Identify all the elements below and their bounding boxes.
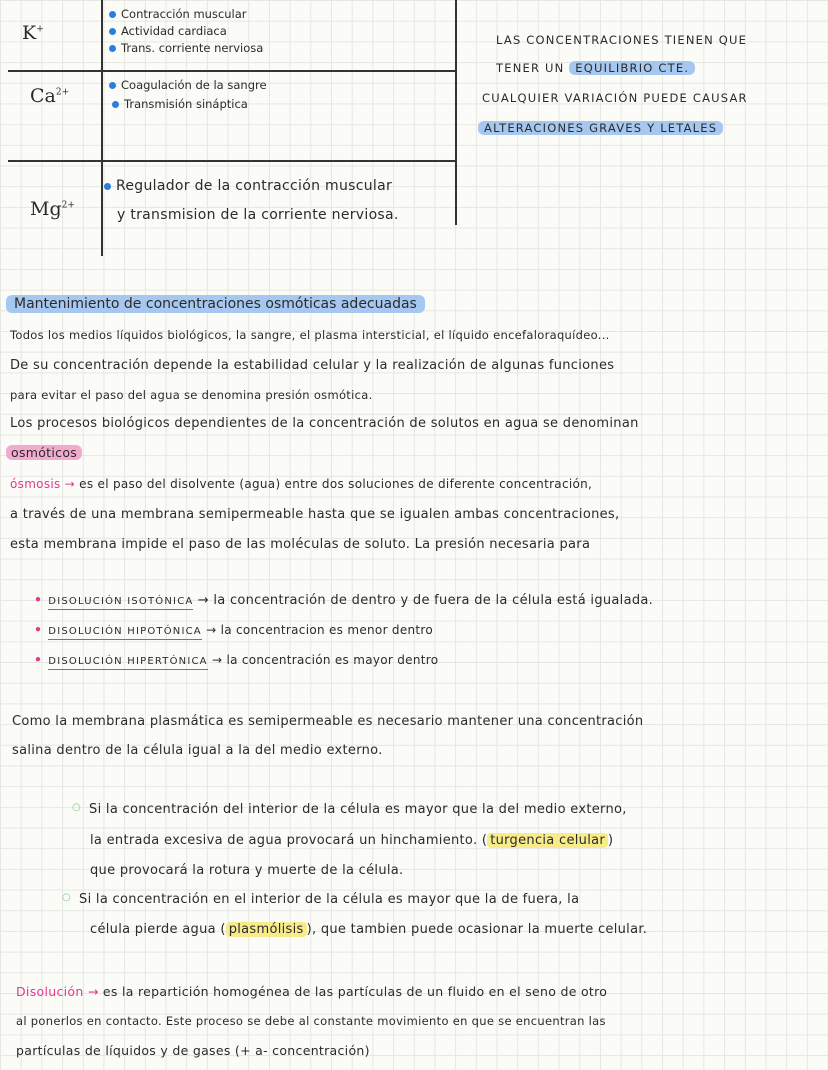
- note-line-4: [478, 121, 723, 135]
- disolucion-term: Disolución →: [16, 984, 99, 999]
- ca-function-1: Coagulación de la sangre: [109, 78, 267, 92]
- osmoticos-label: osmóticos: [6, 445, 82, 460]
- k-function-2: Actividad cardiaca: [109, 24, 227, 38]
- table-right-line: [455, 0, 457, 225]
- ion-k: K+: [22, 22, 44, 44]
- case-1-line-3: que provocará la rotura y muerte de la célula.: [90, 863, 404, 878]
- mg-function-line-2: y transmision de la corriente nerviosa.: [117, 207, 399, 223]
- table-divider-1: [8, 70, 457, 72]
- solution-isotonica: • DISOLUCIÓN ISOTÓNICA → la concentración de dentro y de fuera de la célula está igualada.: [34, 592, 654, 608]
- para1-line-1: Todos los medios líquidos biológicos, la sangre, el plasma intersticial, el líquido encefaloraquídeo...: [10, 328, 610, 342]
- bullet-icon: [109, 82, 116, 89]
- green-bullet-icon: ○: [62, 892, 72, 903]
- bullet-icon: [109, 11, 116, 18]
- note-line-3: CUALQUIER VARIACIÓN PUEDE CAUSAR: [482, 91, 748, 105]
- membrane-line-2: salina dentro de la célula igual a la del medio externo.: [12, 743, 383, 758]
- para1-line-3: para evitar el paso del agua se denomina presión osmótica.: [10, 388, 373, 402]
- disolucion-line-3: partículas de líquidos y de gases (+ a- concentración): [16, 1043, 370, 1058]
- note-line-2: TENER UN EQUILIBRIO CTE.: [496, 61, 695, 75]
- k-function-1: Contracción muscular: [109, 7, 247, 21]
- ca-function-2: Transmisión sináptica: [112, 97, 248, 111]
- table-divider-2: [8, 160, 457, 162]
- section-heading: Mantenimiento de concentraciones osmóticas adecuadas: [6, 296, 425, 312]
- pink-bullet-icon: •: [34, 652, 43, 667]
- osmosis-line-1: ósmosis → es el paso del disolvente (agua) entre dos soluciones de diferente concentración,: [10, 477, 593, 491]
- membrane-line-1: Como la membrana plasmática es semipermeable es necesario mantener una concentración: [12, 714, 644, 729]
- solution-hipotonica: • DISOLUCIÓN HIPOTÓNICA → la concentracion es menor dentro: [34, 622, 433, 637]
- highlight-turgencia: turgencia celular: [487, 833, 608, 848]
- bullet-icon: [112, 101, 119, 108]
- table-vertical-line: [101, 0, 103, 256]
- osmosis-line-2: a través de una membrana semipermeable hasta que se igualen ambas concentraciones,: [10, 507, 620, 522]
- pink-bullet-icon: •: [34, 592, 43, 607]
- bullet-icon: [109, 28, 116, 35]
- ion-mg: $Mg^{2+}$: [30, 198, 75, 220]
- para1-line-2: De su concentración depende la estabilidad celular y la realización de algunas funciones: [10, 358, 615, 373]
- note-highlight-equilibrio: EQUILIBRIO CTE.: [569, 61, 695, 75]
- pink-bullet-icon: •: [34, 622, 43, 637]
- case-1-line-2: la entrada excesiva de agua provocará un hinchamiento. ( turgencia celular ): [90, 833, 614, 848]
- note-line-1: LAS CONCENTRACIONES TIENEN QUE: [496, 33, 748, 47]
- osmosis-line-3: esta membrana impide el paso de las moléculas de soluto. La presión necesaria para: [10, 537, 591, 552]
- solution-hipertonica: • DISOLUCIÓN HIPERTÓNICA → la concentración es mayor dentro: [34, 652, 438, 667]
- case-2-line-2: célula pierde agua ( plasmólisis ), que tambien puede ocasionar la muerte celular.: [90, 922, 648, 937]
- disolucion-line-2: al ponerlos en contacto. Este proceso se debe al constante movimiento en que se encuentran las: [16, 1014, 606, 1028]
- bullet-icon: [109, 45, 116, 52]
- case-2-line-1: ○ Si la concentración en el interior de la célula es mayor que la de fuera, la: [62, 892, 580, 907]
- green-bullet-icon: ○: [72, 802, 82, 813]
- mg-function-line-1: Regulador de la contracción muscular: [104, 178, 392, 194]
- osmosis-term: ósmosis →: [10, 477, 76, 491]
- bullet-icon: [104, 183, 111, 190]
- disolucion-line-1: Disolución → es la repartición homogénea de las partículas de un fluido en el seno de otro: [16, 984, 608, 999]
- note-highlight-alteraciones: ALTERACIONES GRAVES Y LETALES: [478, 121, 723, 135]
- para1-line-4: Los procesos biológicos dependientes de la concentración de solutos en agua se denominan: [10, 416, 639, 431]
- highlight-plasmolisis: plasmólisis: [226, 922, 307, 937]
- case-1-line-1: ○ Si la concentración del interior de la célula es mayor que la del medio externo,: [72, 802, 627, 817]
- ion-ca: $Ca^{2+}$: [30, 85, 70, 107]
- k-function-3: Trans. corriente nerviosa: [109, 41, 263, 55]
